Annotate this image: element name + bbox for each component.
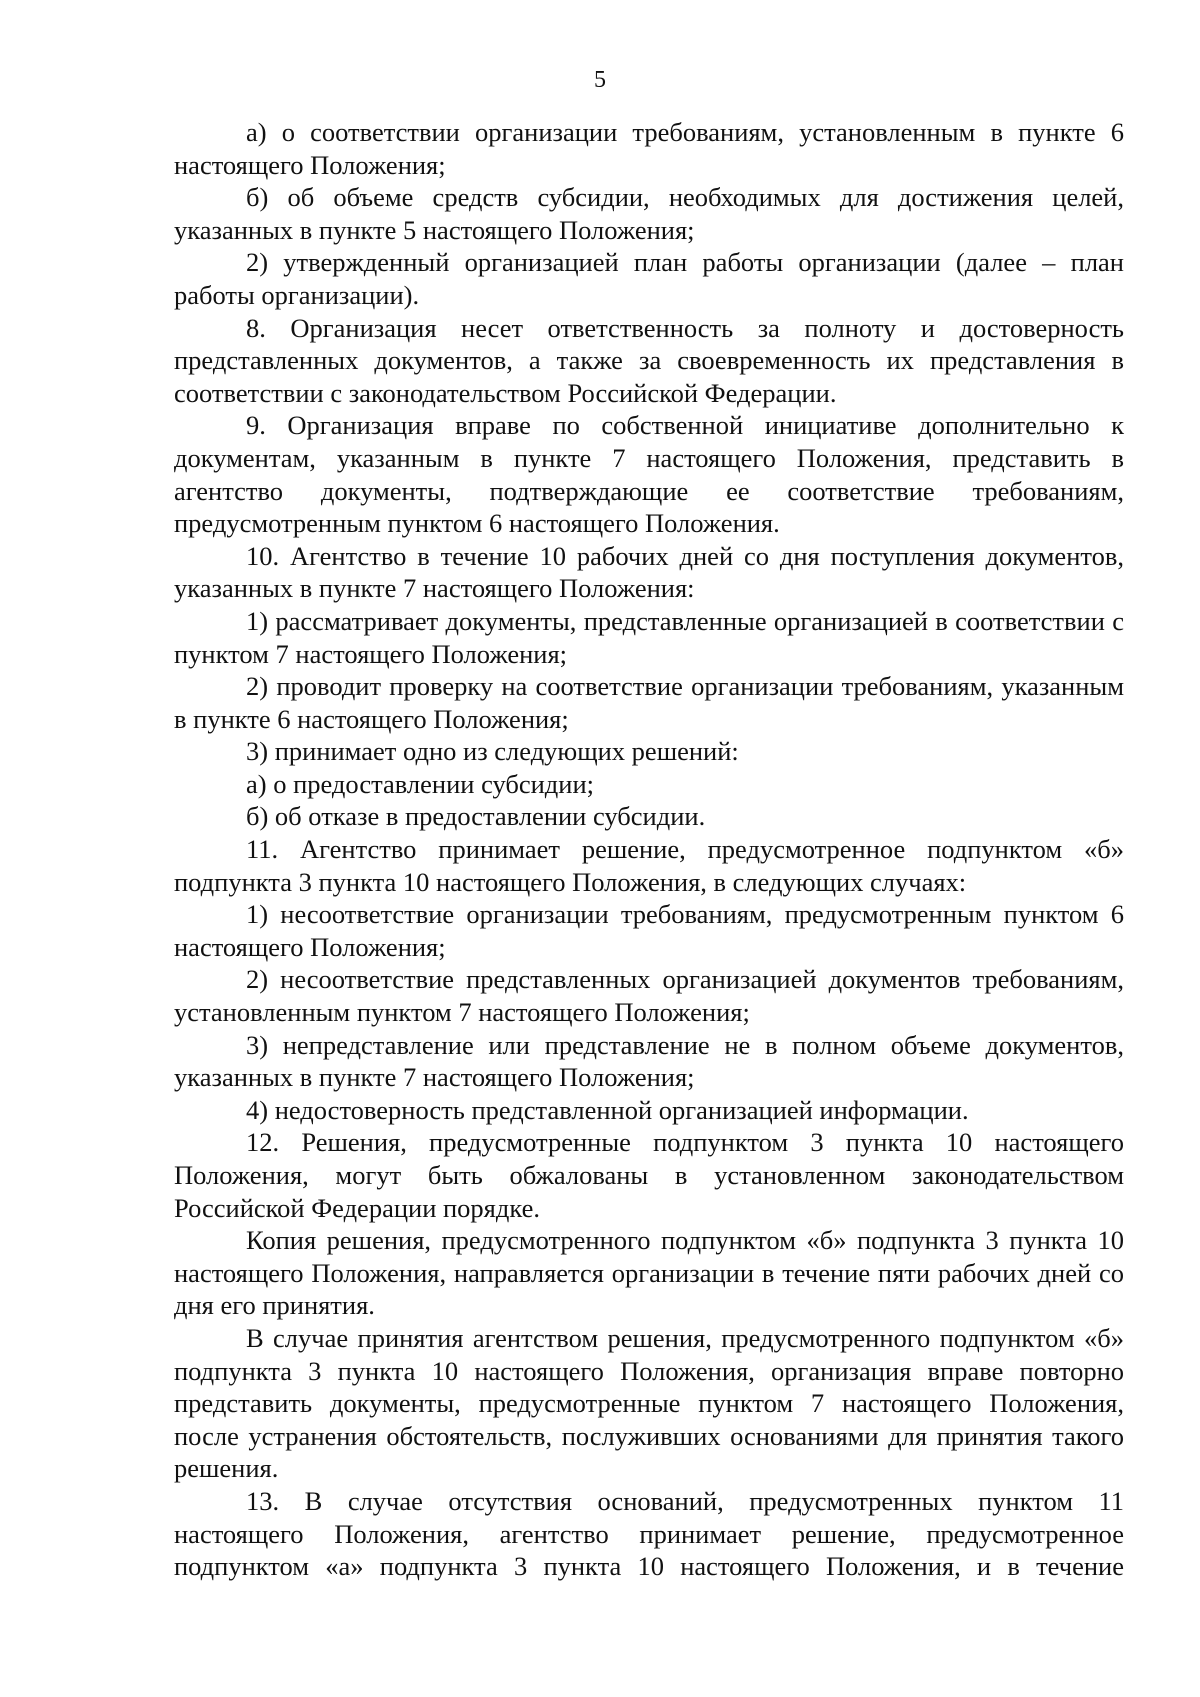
paragraph-19: В случае принятия агентством решения, предусмотренного подпунктом «б» подпункта 3 пункта 10 настоящего Положения, организация вправе повторно представить документы, предусмотренные пунктом 7 настоящего Положения, после устранения обстоятельств, послуживших основаниями для принятия такого решения. <box>174 1322 1124 1484</box>
paragraph-9: 3) принимает одно из следующих решений: <box>246 736 739 767</box>
paragraph-17: 12. Решения, предусмотренные подпунктом 3 пункта 10 настоящего Положения, могут быть обжалованы в установленном законодательством Российской Федерации порядке. <box>174 1127 1124 1223</box>
paragraph-6: 10. Агентство в течение 10 рабочих дней со дня поступления документов, указанных в пункте 7 настоящего Положения: <box>174 540 1124 604</box>
paragraph-16: 4) недостоверность представленной организацией информации. <box>246 1094 969 1125</box>
paragraph-7: 1) рассматривает документы, представленные организацией в соответствии с пунктом 7 настоящего Положения; <box>174 605 1124 669</box>
paragraph-8: 2) проводит проверку на соответствие организации требованиям, указанным в пункте 6 настоящего Положения; <box>174 671 1124 734</box>
paragraph-5: 9. Организация вправе по собственной инициативе дополнительно к документам, указанным в пункте 7 настоящего Положения, представить в агентство документы, подтверждающие ее соответствие требованиям, предусмотренным пунктом 6 настоящего Положения. <box>174 410 1124 539</box>
paragraph-20: 13. В случае отсутствия оснований, предусмотренных пунктом 11 настоящего Положения, агентство принимает решение, предусмотренное подпунктом «а» подпункта 3 пункта 10 настоящего Положения, и в течение <box>174 1485 1124 1582</box>
paragraph-4: 8. Организация несет ответственность за полноту и достоверность представленных документов, а также за своевременность их представления в соответствии с законодательством Российской Федерации. <box>174 312 1124 408</box>
paragraph-15: 3) непредставление или представление не в полном объеме документов, указанных в пункте 7 настоящего Положения; <box>174 1029 1124 1093</box>
paragraph-13: 1) несоответствие организации требованиям, предусмотренным пунктом 6 настоящего Положения; <box>174 899 1124 962</box>
paragraph-14: 2) несоответствие представленных организацией документов требованиям, установленным пунктом 7 настоящего Положения; <box>174 964 1124 1028</box>
paragraph-10: а) о предоставлении субсидии; <box>246 768 595 799</box>
paragraph-1: а) о соответствии организации требованиям, установленным в пункте 6 настоящего Положения; <box>174 117 1124 180</box>
paragraph-3: 2) утвержденный организацией план работы организации (далее – план работы организации). <box>174 247 1124 310</box>
paragraph-12: 11. Агентство принимает решение, предусмотренное подпунктом «б» подпункта 3 пункта 10 настоящего Положения, в следующих случаях: <box>174 834 1124 897</box>
document-body <box>174 116 1124 1583</box>
paragraph-2: б) об объеме средств субсидии, необходимых для достижения целей, указанных в пункте 5 настоящего Положения; <box>174 182 1124 245</box>
paragraph-18: Копия решения, предусмотренного подпунктом «б» подпункта 3 пункта 10 настоящего Положения, направляется организации в течение пяти рабочих дней со дня его принятия. <box>174 1225 1124 1321</box>
page-number: 5 <box>594 67 606 93</box>
paragraph-11: б) об отказе в предоставлении субсидии. <box>246 801 706 832</box>
